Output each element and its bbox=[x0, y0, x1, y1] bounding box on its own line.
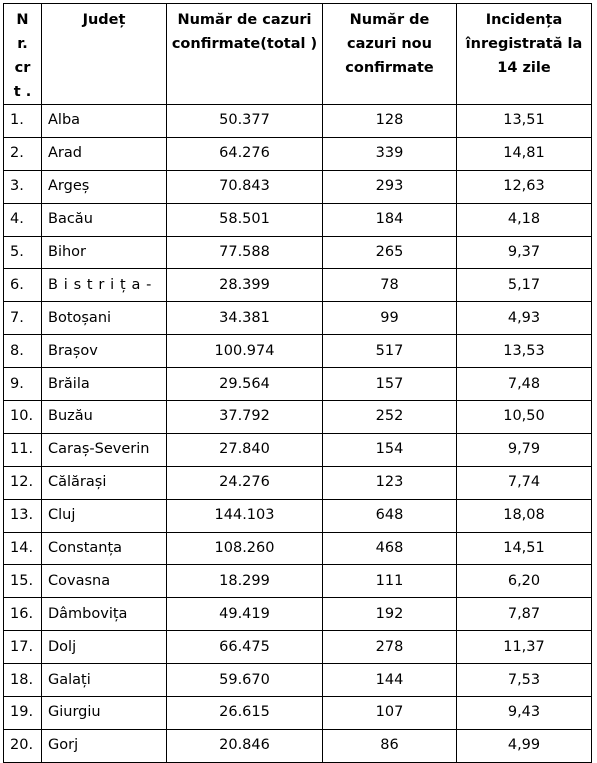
incidence-14-days-cell: 4,18 bbox=[457, 203, 592, 236]
table-row bbox=[4, 302, 592, 335]
header-incidence: Incidența înregistrată la 14 zile bbox=[457, 4, 592, 105]
incidence-14-days-cell: 6,20 bbox=[457, 565, 592, 598]
county-name-cell: Dâmbovița bbox=[42, 598, 167, 631]
row-number-cell: 3. bbox=[4, 170, 42, 203]
table-row bbox=[4, 105, 592, 138]
table-row bbox=[4, 499, 592, 532]
total-cases-cell: 29.564 bbox=[167, 368, 323, 401]
incidence-14-days-cell: 13,51 bbox=[457, 105, 592, 138]
row-number-cell: 8. bbox=[4, 335, 42, 368]
row-number-cell: 5. bbox=[4, 236, 42, 269]
new-cases-cell: 111 bbox=[323, 565, 457, 598]
total-cases-cell: 58.501 bbox=[167, 203, 323, 236]
county-name-cell: Dolj bbox=[42, 631, 167, 664]
incidence-14-days-cell: 7,53 bbox=[457, 664, 592, 697]
row-number-cell: 9. bbox=[4, 368, 42, 401]
new-cases-cell: 154 bbox=[323, 433, 457, 466]
total-cases-cell: 26.615 bbox=[167, 697, 323, 730]
county-name-cell: Bacău bbox=[42, 203, 167, 236]
county-name-cell: Cluj bbox=[42, 499, 167, 532]
new-cases-cell: 293 bbox=[323, 170, 457, 203]
county-name-cell: Argeș bbox=[42, 170, 167, 203]
row-number-cell: 6. bbox=[4, 269, 42, 302]
county-name-cell: Călărași bbox=[42, 466, 167, 499]
county-name-cell: Galați bbox=[42, 664, 167, 697]
row-number-cell: 14. bbox=[4, 532, 42, 565]
incidence-14-days-cell: 7,87 bbox=[457, 598, 592, 631]
new-cases-cell: 265 bbox=[323, 236, 457, 269]
new-cases-cell: 78 bbox=[323, 269, 457, 302]
table-row bbox=[4, 137, 592, 170]
total-cases-cell: 70.843 bbox=[167, 170, 323, 203]
new-cases-cell: 128 bbox=[323, 105, 457, 138]
total-cases-cell: 77.588 bbox=[167, 236, 323, 269]
county-name-cell: Brașov bbox=[42, 335, 167, 368]
new-cases-cell: 144 bbox=[323, 664, 457, 697]
header-total-cases: Număr de cazuri confirmate(total ) bbox=[167, 4, 323, 105]
table-row bbox=[4, 565, 592, 598]
county-name-cell: Gorj bbox=[42, 729, 167, 762]
new-cases-cell: 517 bbox=[323, 335, 457, 368]
county-name-cell: Brăila bbox=[42, 368, 167, 401]
total-cases-cell: 64.276 bbox=[167, 137, 323, 170]
county-name-cell: Arad bbox=[42, 137, 167, 170]
header-nr-crt: Nr. crt . bbox=[4, 4, 42, 105]
total-cases-cell: 144.103 bbox=[167, 499, 323, 532]
incidence-14-days-cell: 4,99 bbox=[457, 729, 592, 762]
county-name-cell: Botoșani bbox=[42, 302, 167, 335]
total-cases-cell: 27.840 bbox=[167, 433, 323, 466]
table-row bbox=[4, 335, 592, 368]
county-name-cell: Bistrița- bbox=[42, 269, 167, 302]
new-cases-cell: 86 bbox=[323, 729, 457, 762]
total-cases-cell: 37.792 bbox=[167, 401, 323, 434]
new-cases-cell: 278 bbox=[323, 631, 457, 664]
table-row bbox=[4, 269, 592, 302]
table-row bbox=[4, 170, 592, 203]
table-row bbox=[4, 631, 592, 664]
incidence-14-days-cell: 18,08 bbox=[457, 499, 592, 532]
table-row bbox=[4, 697, 592, 730]
total-cases-cell: 59.670 bbox=[167, 664, 323, 697]
row-number-cell: 19. bbox=[4, 697, 42, 730]
incidence-14-days-cell: 10,50 bbox=[457, 401, 592, 434]
header-new-cases: Număr de cazuri nou confirmate bbox=[323, 4, 457, 105]
table-row bbox=[4, 368, 592, 401]
table-row bbox=[4, 466, 592, 499]
row-number-cell: 15. bbox=[4, 565, 42, 598]
county-name-cell: Bihor bbox=[42, 236, 167, 269]
county-name-cell: Buzău bbox=[42, 401, 167, 434]
county-name-cell: Caraș-Severin bbox=[42, 433, 167, 466]
total-cases-cell: 100.974 bbox=[167, 335, 323, 368]
incidence-14-days-cell: 9,79 bbox=[457, 433, 592, 466]
covid-cases-table bbox=[3, 3, 592, 763]
total-cases-cell: 34.381 bbox=[167, 302, 323, 335]
total-cases-cell: 28.399 bbox=[167, 269, 323, 302]
incidence-14-days-cell: 9,37 bbox=[457, 236, 592, 269]
row-number-cell: 17. bbox=[4, 631, 42, 664]
incidence-14-days-cell: 5,17 bbox=[457, 269, 592, 302]
row-number-cell: 2. bbox=[4, 137, 42, 170]
total-cases-cell: 108.260 bbox=[167, 532, 323, 565]
total-cases-cell: 50.377 bbox=[167, 105, 323, 138]
incidence-14-days-cell: 7,74 bbox=[457, 466, 592, 499]
row-number-cell: 10. bbox=[4, 401, 42, 434]
table-row bbox=[4, 664, 592, 697]
total-cases-cell: 18.299 bbox=[167, 565, 323, 598]
row-number-cell: 13. bbox=[4, 499, 42, 532]
new-cases-cell: 123 bbox=[323, 466, 457, 499]
row-number-cell: 18. bbox=[4, 664, 42, 697]
total-cases-cell: 66.475 bbox=[167, 631, 323, 664]
new-cases-cell: 648 bbox=[323, 499, 457, 532]
county-name-cell: Alba bbox=[42, 105, 167, 138]
row-number-cell: 16. bbox=[4, 598, 42, 631]
county-name-cell: Covasna bbox=[42, 565, 167, 598]
new-cases-cell: 252 bbox=[323, 401, 457, 434]
county-name-cell: Constanța bbox=[42, 532, 167, 565]
new-cases-cell: 468 bbox=[323, 532, 457, 565]
county-name-cell: Giurgiu bbox=[42, 697, 167, 730]
incidence-14-days-cell: 13,53 bbox=[457, 335, 592, 368]
table-row bbox=[4, 532, 592, 565]
total-cases-cell: 24.276 bbox=[167, 466, 323, 499]
table-row bbox=[4, 729, 592, 762]
table-row bbox=[4, 401, 592, 434]
new-cases-cell: 107 bbox=[323, 697, 457, 730]
new-cases-cell: 339 bbox=[323, 137, 457, 170]
table-row bbox=[4, 236, 592, 269]
row-number-cell: 1. bbox=[4, 105, 42, 138]
new-cases-cell: 192 bbox=[323, 598, 457, 631]
total-cases-cell: 49.419 bbox=[167, 598, 323, 631]
incidence-14-days-cell: 12,63 bbox=[457, 170, 592, 203]
total-cases-cell: 20.846 bbox=[167, 729, 323, 762]
row-number-cell: 11. bbox=[4, 433, 42, 466]
incidence-14-days-cell: 14,51 bbox=[457, 532, 592, 565]
table-row bbox=[4, 203, 592, 236]
incidence-14-days-cell: 4,93 bbox=[457, 302, 592, 335]
incidence-14-days-cell: 7,48 bbox=[457, 368, 592, 401]
incidence-14-days-cell: 9,43 bbox=[457, 697, 592, 730]
row-number-cell: 12. bbox=[4, 466, 42, 499]
new-cases-cell: 157 bbox=[323, 368, 457, 401]
new-cases-cell: 184 bbox=[323, 203, 457, 236]
row-number-cell: 4. bbox=[4, 203, 42, 236]
table-row bbox=[4, 598, 592, 631]
incidence-14-days-cell: 11,37 bbox=[457, 631, 592, 664]
table-row bbox=[4, 433, 592, 466]
header-judet: Județ bbox=[42, 4, 167, 105]
row-number-cell: 20. bbox=[4, 729, 42, 762]
row-number-cell: 7. bbox=[4, 302, 42, 335]
new-cases-cell: 99 bbox=[323, 302, 457, 335]
incidence-14-days-cell: 14,81 bbox=[457, 137, 592, 170]
header-row bbox=[4, 4, 592, 105]
